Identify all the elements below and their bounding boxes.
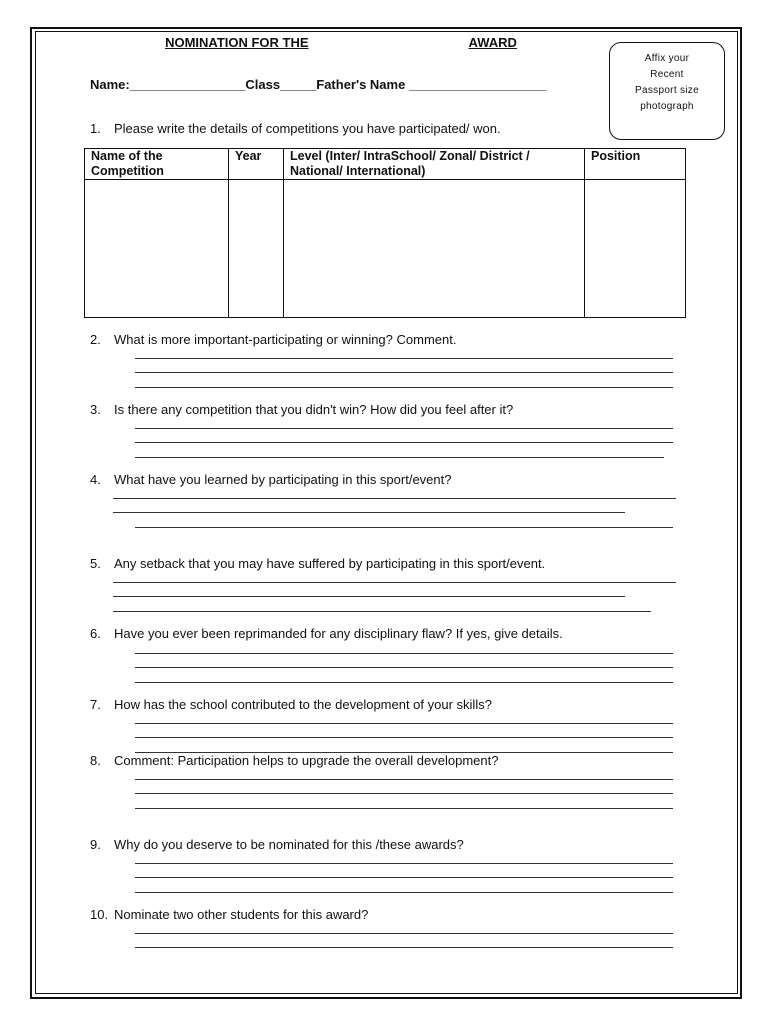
answer-line[interactable]: [135, 808, 673, 809]
answer-line[interactable]: [135, 442, 673, 443]
answer-line[interactable]: [113, 596, 625, 597]
answer-line[interactable]: [135, 793, 673, 794]
question-8: [90, 753, 498, 768]
photo-box: [609, 42, 725, 140]
answer-line[interactable]: [135, 892, 673, 893]
question-text: Comment: Participation helps to upgrade the overall development?: [114, 753, 499, 768]
answer-line[interactable]: [135, 779, 673, 780]
answer-line[interactable]: [135, 863, 673, 864]
table-header-row: [85, 149, 686, 180]
answer-line[interactable]: [113, 582, 676, 583]
question-number: 1.: [90, 121, 101, 136]
cell-year[interactable]: [229, 180, 284, 318]
question-4: [90, 472, 451, 487]
question-number: 4.: [90, 472, 101, 487]
question-number: 9.: [90, 837, 101, 852]
question-7: [90, 697, 492, 712]
title-right: AWARD: [468, 35, 517, 50]
cell-position[interactable]: [585, 180, 686, 318]
question-1: [90, 121, 501, 136]
question-text: Why do you deserve to be nominated for this /these awards?: [114, 837, 464, 852]
cell-level[interactable]: [284, 180, 585, 318]
question-10: [90, 907, 368, 922]
question-number: 2.: [90, 332, 101, 347]
title-left: NOMINATION FOR THE: [165, 35, 309, 50]
table-row: [85, 180, 686, 318]
question-text: Have you ever been reprimanded for any disciplinary flaw? If yes, give details.: [114, 626, 563, 641]
answer-line[interactable]: [135, 527, 673, 528]
answer-line[interactable]: [135, 653, 673, 654]
col-header-position: Position: [585, 149, 686, 180]
answer-line[interactable]: [113, 512, 625, 513]
answer-line[interactable]: [135, 387, 673, 388]
answer-line[interactable]: [135, 428, 673, 429]
answer-line[interactable]: [113, 611, 651, 612]
col-header-year: Year: [229, 149, 284, 180]
question-5: [90, 556, 545, 571]
question-3: [90, 402, 513, 417]
answer-line[interactable]: [135, 933, 673, 934]
question-number: 3.: [90, 402, 101, 417]
col-header-competition: Name of the Competition: [85, 149, 229, 180]
answer-line[interactable]: [135, 358, 673, 359]
question-number: 10.: [90, 907, 109, 922]
cell-competition[interactable]: [85, 180, 229, 318]
competitions-table: [84, 148, 686, 318]
question-2: [90, 332, 456, 347]
answer-line[interactable]: [135, 682, 673, 683]
answer-line[interactable]: [135, 667, 673, 668]
question-number: 5.: [90, 556, 101, 571]
question-9: [90, 837, 464, 852]
name-class-father-row[interactable]: Name:________________Class_____Father's Name ___________________: [90, 77, 547, 92]
question-text: Is there any competition that you didn't win? How did you feel after it?: [114, 402, 514, 417]
photo-line-3: Passport size: [635, 85, 699, 96]
question-text: How has the school contributed to the development of your skills?: [114, 697, 492, 712]
answer-line[interactable]: [113, 498, 676, 499]
question-text: What have you learned by participating in this sport/event?: [114, 472, 452, 487]
photo-line-1: Affix your: [644, 53, 690, 64]
answer-line[interactable]: [135, 737, 673, 738]
question-text: What is more important-participating or winning? Comment.: [114, 332, 457, 347]
question-number: 7.: [90, 697, 101, 712]
question-text: Any setback that you may have suffered by participating in this sport/event.: [114, 556, 546, 571]
answer-line[interactable]: [135, 372, 673, 373]
answer-line[interactable]: [135, 947, 673, 948]
question-number: 8.: [90, 753, 101, 768]
question-text: Nominate two other students for this award?: [114, 907, 369, 922]
photo-line-2: Recent: [650, 69, 684, 80]
question-6: [90, 626, 563, 641]
answer-line[interactable]: [135, 723, 673, 724]
question-text: Please write the details of competitions you have participated/ won.: [114, 121, 501, 136]
col-header-level: Level (Inter/ IntraSchool/ Zonal/ District / National/ International): [284, 149, 585, 180]
question-number: 6.: [90, 626, 101, 641]
photo-line-4: photograph: [640, 101, 694, 112]
answer-line[interactable]: [135, 457, 664, 458]
answer-line[interactable]: [135, 877, 673, 878]
